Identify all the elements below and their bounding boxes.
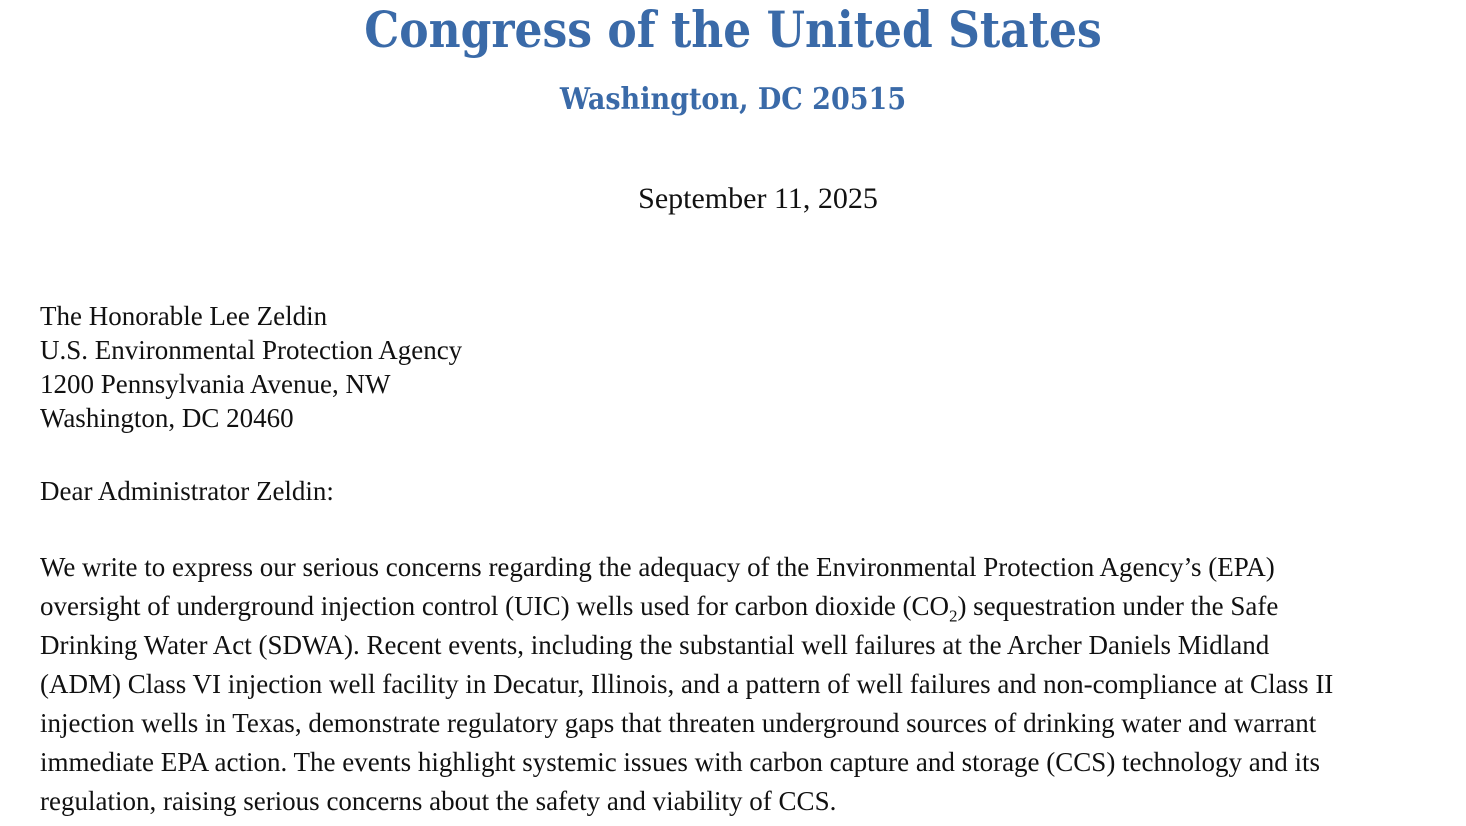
paragraph-line: (ADM) Class VI injection well facility in Decatur, Illinois, and a pattern of well failures and non-compliance at Class II: [40, 669, 1334, 699]
recipient-organization: U.S. Environmental Protection Agency: [40, 335, 463, 365]
paragraph-line: We write to express our serious concerns regarding the adequacy of the Environmental Protection Agency’s (EPA): [40, 552, 1275, 582]
body-paragraph: [40, 548, 1440, 821]
letterhead-title: Congress of the United States: [364, 0, 1102, 59]
salutation: Dear Administrator Zeldin:: [40, 476, 334, 506]
letterhead-subtitle: Washington, DC 20515: [559, 82, 907, 117]
paragraph-line: [40, 587, 1440, 626]
paragraph-text: ) sequestration under the Safe: [957, 591, 1279, 621]
recipient-address: [40, 299, 462, 435]
letter-date: September 11, 2025: [638, 182, 878, 215]
paragraph-line: regulation, raising serious concerns about the safety and viability of CCS.: [40, 786, 837, 816]
paragraph-line: injection wells in Texas, demonstrate regulatory gaps that threaten underground sources of drinking water and warrant: [40, 708, 1317, 738]
recipient-name: The Honorable Lee Zeldin: [40, 301, 328, 331]
paragraph-text: oversight of underground injection control (UIC) wells used for carbon dioxide (CO: [40, 591, 950, 621]
paragraph-line: Drinking Water Act (SDWA). Recent events, including the substantial well failures at the Archer Daniels Midland: [40, 630, 1270, 660]
paragraph-line: immediate EPA action. The events highlight systemic issues with carbon capture and storage (CCS) technology and its: [40, 747, 1321, 777]
recipient-street: 1200 Pennsylvania Avenue, NW: [40, 369, 391, 399]
subscript: 2: [949, 606, 958, 626]
recipient-city: Washington, DC 20460: [40, 403, 294, 433]
